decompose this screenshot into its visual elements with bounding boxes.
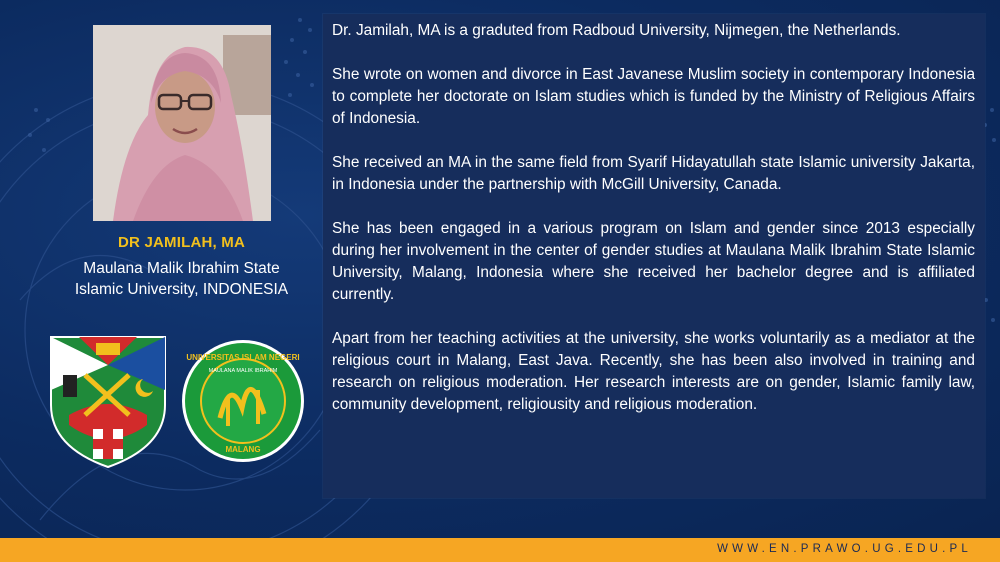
university-shield-logo <box>49 335 167 469</box>
bio-paragraph: She wrote on women and divorce in East Javanese Muslim society in contemporary Indonesia to complete her doctorate on Islam studies which is funded by the Ministry of Religious Affairs of Indonesia. <box>332 66 975 127</box>
biography-panel <box>323 14 985 498</box>
bio-paragraph: She received an MA in the same field from Syarif Hidayatullah state Islamic university Jakarta, in Indonesia under the partnership with McGill University, Canada. <box>332 154 975 193</box>
bio-paragraph: She has been engaged in a various program on Islam and gender since 2013 especially during her involvement in the center of gender studies at Maulana Malik Ibrahim State Islamic University, Malang, Indonesia where she received her bachelor degree and is affiliated currently. <box>332 220 975 303</box>
bio-paragraph: Dr. Jamilah, MA is a graduted from Radboud University, Nijmegen, the Netherlands. <box>332 22 901 39</box>
footer-url-link[interactable]: WWW.EN.PRAWO.UG.EDU.PL <box>717 543 972 555</box>
affiliation-line-2: Islamic University, INDONESIA <box>74 281 289 298</box>
footer-bar <box>0 538 1000 562</box>
profile-photo <box>93 25 271 221</box>
biography-text <box>332 20 975 438</box>
uin-malang-logo <box>180 338 306 464</box>
speaker-affiliation <box>40 258 323 300</box>
logo-text-inner: MAULANA MALIK IBRAHIM <box>208 368 278 374</box>
logo-text-bottom: MALANG <box>225 445 261 454</box>
affiliation-line-1: Maulana Malik Ibrahim State <box>83 260 280 277</box>
speaker-name: DR JAMILAH, MA <box>118 234 245 251</box>
bio-paragraph: Apart from her teaching activities at the university, she works voluntarily as a mediator at the religious court in Malang, East Java. Recently, she has been also involved in training and research on religious moderation. Her research interests are on gender, Islamic family law, community development, religiousity and religious moderation. <box>332 330 975 413</box>
logo-text-top: UNIVERSITAS ISLAM NEGERI <box>186 353 300 362</box>
